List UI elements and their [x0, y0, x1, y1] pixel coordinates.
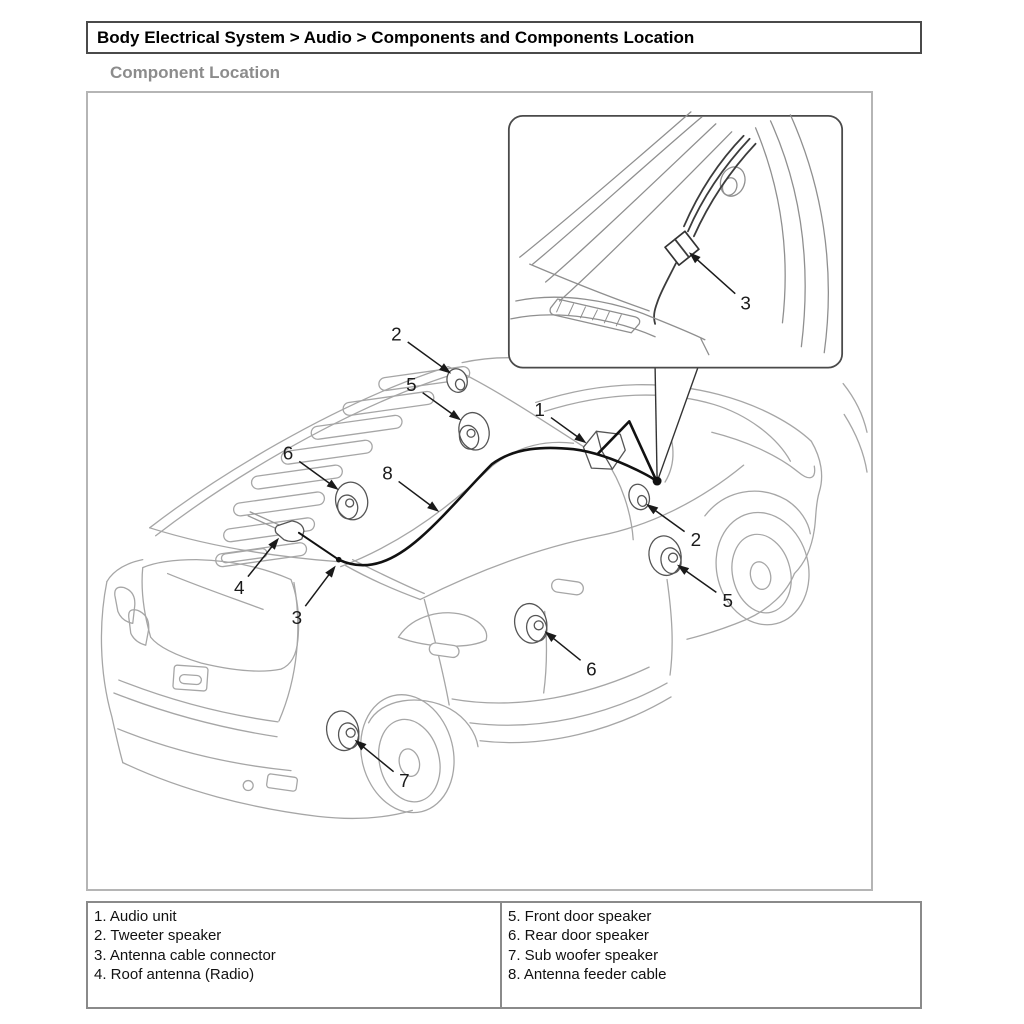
sub-woofer-speaker [323, 708, 362, 754]
breadcrumb [86, 21, 922, 54]
sill-top [470, 683, 667, 725]
roof-antenna [275, 521, 304, 542]
svg-text:6: 6 [282, 443, 294, 465]
c-pillar [346, 566, 421, 600]
tail-lamp-upper [115, 587, 135, 623]
rear-glass [142, 560, 299, 671]
legend-item: 5. Front door speaker [508, 908, 652, 925]
liftgate-handle [179, 674, 201, 684]
quarter-window [398, 613, 486, 646]
bumper-bottom [123, 763, 413, 819]
legend-item: 7. Sub woofer speaker [508, 946, 659, 964]
component-legend [86, 901, 922, 1009]
legend-column-left [88, 903, 502, 1007]
audio-unit [583, 431, 625, 469]
svg-text:5: 5 [722, 590, 733, 612]
liftgate-bottom [119, 680, 278, 722]
callout-5 [677, 565, 733, 612]
callout-2 [391, 324, 451, 373]
callout-8 [382, 464, 439, 512]
bumper-sensor [243, 781, 253, 791]
body-left-corner [107, 560, 143, 582]
front-wheel-outer [704, 503, 820, 635]
legend-column-right [502, 903, 920, 1007]
front-door-speaker-right [645, 533, 684, 579]
roof-ribs [215, 366, 471, 568]
component-location-diagram [86, 91, 873, 891]
svg-text:7: 7 [399, 771, 410, 793]
svg-text:2: 2 [690, 530, 702, 552]
page-title: Component Location [110, 63, 280, 82]
legend-item: 8. Antenna feeder cable [508, 965, 667, 983]
car-audio-diagram [88, 93, 871, 889]
front-door-speaker-left [455, 409, 493, 453]
svg-text:2: 2 [391, 324, 402, 346]
legend-item: 2. Tweeter speaker [94, 927, 222, 945]
legend-item: 1. Audio unit [94, 908, 177, 925]
cable-junction [336, 557, 342, 563]
rear-door-speaker-left [332, 479, 371, 523]
svg-text:1: 1 [534, 399, 545, 421]
antenna-lead [299, 533, 339, 560]
svg-text:8: 8 [382, 463, 393, 485]
tweeter-speaker-right [626, 482, 653, 513]
far-hood-line [462, 358, 509, 363]
rear-wheel-outer [349, 685, 467, 823]
callout-6 [283, 444, 339, 490]
front-corner [811, 441, 821, 530]
license-garnish [173, 665, 208, 691]
legend-item: 4. Roof antenna (Radio) [94, 965, 255, 983]
rear-wiper [168, 574, 264, 610]
front-wheel-hub [748, 560, 774, 592]
rear-door-handle [429, 642, 460, 658]
connector-point [653, 477, 662, 486]
inset-detail-box [509, 112, 842, 368]
door-bottom-line [452, 667, 649, 703]
front-edge-line-2 [844, 414, 867, 472]
front-door-front-edge [667, 580, 672, 676]
roof-far-rail [150, 367, 448, 528]
roof-near-drip [341, 442, 574, 566]
legend-item: 3. Antenna cable connector [94, 946, 276, 964]
roof-rear-edge [150, 528, 338, 562]
legend-item: 6. Rear door speaker [508, 927, 649, 945]
front-wheel-inner [724, 528, 799, 619]
svg-text:6: 6 [586, 659, 597, 681]
rear-wheel-arch [369, 700, 478, 747]
svg-text:3: 3 [291, 607, 303, 629]
svg-text:4: 4 [233, 577, 245, 599]
rear-wheel-inner [370, 713, 448, 809]
bumper-top [114, 693, 277, 737]
callout-3 [292, 566, 336, 629]
roof-far-drip [156, 375, 452, 536]
svg-text:3: 3 [740, 293, 751, 315]
rear-door-speaker-right [511, 601, 550, 647]
breadcrumb-text: Body Electrical System > Audio > Components and Components Location [97, 27, 695, 47]
front-door-handle [551, 578, 584, 595]
svg-text:5: 5 [406, 375, 417, 397]
callout-6 [545, 631, 597, 680]
inset-leader [653, 368, 698, 486]
fender-blister [712, 432, 815, 477]
front-edge-line-1 [843, 384, 867, 433]
sill-bottom [480, 697, 671, 743]
bumper-reflector [266, 774, 297, 792]
body-left-edge [101, 582, 122, 763]
